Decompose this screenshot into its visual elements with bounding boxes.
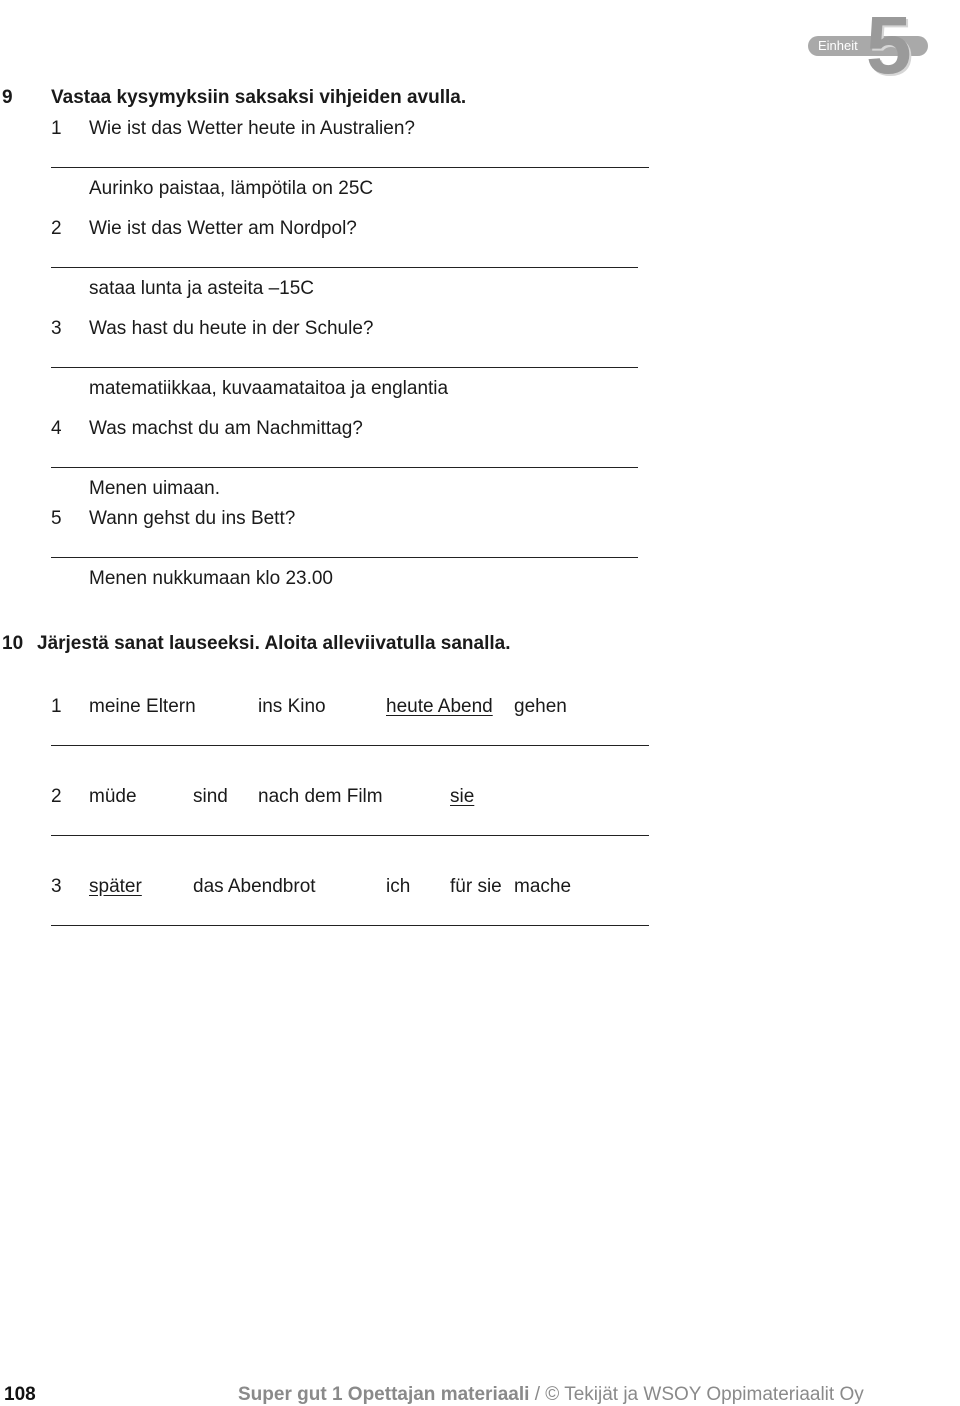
page-number: 108 <box>4 1384 36 1405</box>
item-number: 3 <box>51 318 62 339</box>
footer-separator: / <box>534 1384 540 1405</box>
exercise-instruction: Vastaa kysymyksiin saksaksi vihjeiden avulla. <box>51 87 467 108</box>
question-text: Wann gehst du ins Bett? <box>89 508 296 529</box>
word-chip-underlined: sie <box>450 786 475 807</box>
unit-number: 5 <box>866 0 912 91</box>
answer-line[interactable] <box>51 367 638 368</box>
question-text: Wie ist das Wetter heute in Australien? <box>89 118 415 139</box>
hint-text: Menen uimaan. <box>89 478 220 499</box>
hint-text: Menen nukkumaan klo 23.00 <box>89 568 333 589</box>
hint-text: sataa lunta ja asteita –15C <box>89 278 314 299</box>
hint-text: matematiikkaa, kuvaamataitoa ja englantia <box>89 378 449 399</box>
exercise-number: 10 <box>2 633 24 654</box>
exercise-instruction: Järjestä sanat lauseeksi. Aloita alleviivatulla sanalla. <box>37 633 511 654</box>
item-number: 2 <box>51 786 62 807</box>
item-number: 4 <box>51 418 62 439</box>
word-chip: müde <box>89 786 137 807</box>
item-number: 2 <box>51 218 62 239</box>
answer-line[interactable] <box>51 925 649 926</box>
question-text: Was hast du heute in der Schule? <box>89 318 374 339</box>
answer-line[interactable] <box>51 467 638 468</box>
answer-line[interactable] <box>51 745 649 746</box>
answer-line[interactable] <box>51 557 638 558</box>
word-chip: meine Eltern <box>89 696 196 717</box>
word-chip: sind <box>193 786 228 807</box>
word-chip: das Abendbrot <box>193 876 316 897</box>
word-chip: gehen <box>514 696 567 717</box>
word-chip: ich <box>386 876 411 897</box>
word-chip-underlined: später <box>89 876 142 897</box>
answer-line[interactable] <box>51 267 638 268</box>
question-text: Was machst du am Nachmittag? <box>89 418 363 439</box>
answer-line[interactable] <box>51 835 649 836</box>
hint-text: Aurinko paistaa, lämpötila on 25C <box>89 178 374 199</box>
question-text: Wie ist das Wetter am Nordpol? <box>89 218 357 239</box>
word-chip: nach dem Film <box>258 786 383 807</box>
item-number: 5 <box>51 508 62 529</box>
footer-title: Super gut 1 Opettajan materiaali <box>238 1384 530 1405</box>
item-number: 3 <box>51 876 62 897</box>
exercise-number: 9 <box>2 87 13 108</box>
unit-label: Einheit <box>818 38 858 53</box>
footer-copyright: © Tekijät ja WSOY Oppimateriaalit Oy <box>545 1384 864 1405</box>
word-chip: für sie <box>450 876 502 897</box>
word-chip: mache <box>514 876 572 897</box>
footer-credit <box>238 1384 864 1406</box>
item-number: 1 <box>51 696 62 717</box>
item-number: 1 <box>51 118 62 139</box>
word-chip: ins Kino <box>258 696 326 717</box>
answer-line[interactable] <box>51 167 649 168</box>
word-chip-underlined: heute Abend <box>386 696 493 717</box>
